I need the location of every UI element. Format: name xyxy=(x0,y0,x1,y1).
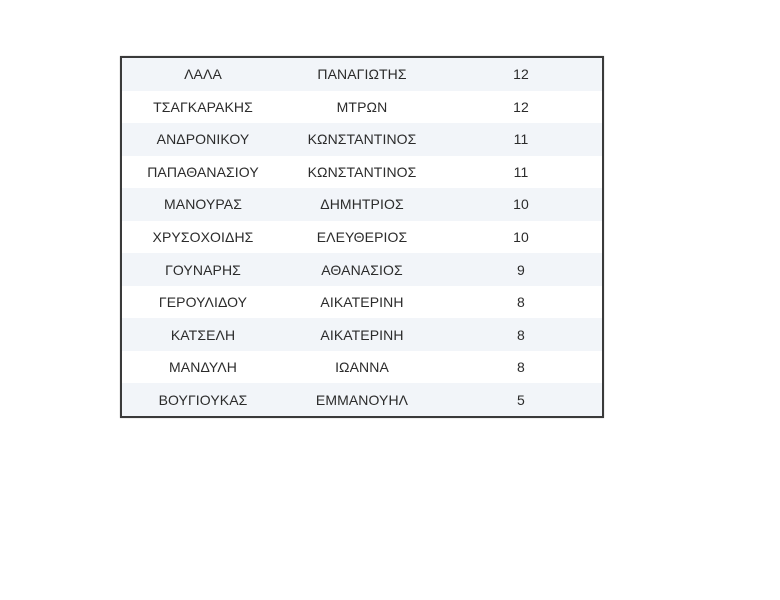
surname-cell: ΓΟΥΝΑΡΗΣ xyxy=(165,261,241,278)
first-name-cell: ΙΩΑΝΝΑ xyxy=(335,359,389,376)
table-row xyxy=(122,383,602,416)
surname-cell: ΚΑΤΣΕΛΗ xyxy=(170,326,236,343)
first-name-cell: ΑΘΑΝΑΣΙΟΣ xyxy=(321,261,403,278)
value-cell: 12 xyxy=(513,66,529,83)
first-name-cell: ΚΩΝΣΤΑΝΤΙΝΟΣ xyxy=(307,131,417,148)
surname-cell: ΜΑΝΟΥΡΑΣ xyxy=(164,196,242,213)
first-name-cell: ΔΗΜΗΤΡΙΟΣ xyxy=(320,196,404,213)
first-name-cell: ΕΛΕΥΘΕΡΙΟΣ xyxy=(316,229,408,245)
table-row xyxy=(122,351,602,384)
value-cell: 8 xyxy=(517,294,525,311)
first-name-cell: ΑΙΚΑΤΕΡΙΝΗ xyxy=(320,326,404,343)
first-name-cell: ΜΤΡΩΝ xyxy=(336,98,388,115)
table-body xyxy=(122,58,602,416)
surname-cell: ΑΝΔΡΟΝΙΚΟΥ xyxy=(156,131,250,148)
first-name-cell: ΚΩΝΣΤΑΝΤΙΝΟΣ xyxy=(307,163,417,180)
table-row xyxy=(122,318,602,351)
table-row xyxy=(122,123,602,156)
value-cell: 10 xyxy=(513,196,529,213)
value-cell: 11 xyxy=(513,131,529,148)
first-name-cell: ΕΜΜΑΝΟΥΗΛ xyxy=(315,391,409,408)
table-row xyxy=(122,91,602,124)
table-row xyxy=(122,221,602,254)
value-cell: 8 xyxy=(517,359,525,376)
value-cell: 11 xyxy=(513,163,529,180)
data-table xyxy=(122,58,602,416)
table-row xyxy=(122,253,602,286)
table-row xyxy=(122,188,602,221)
data-table-frame xyxy=(120,56,604,418)
surname-cell: ΓΕΡΟΥΛΙΔΟΥ xyxy=(158,294,248,311)
value-cell: 9 xyxy=(517,261,525,278)
surname-cell: ΧΡΥΣΟΧΟΙΔΗΣ xyxy=(152,229,254,245)
surname-cell: ΛΑΛΑ xyxy=(184,66,222,83)
surname-cell: ΠΑΠΑΘΑΝΑΣΙΟΥ xyxy=(147,163,259,180)
table-row xyxy=(122,58,602,91)
value-cell: 5 xyxy=(517,391,525,408)
table-row xyxy=(122,156,602,189)
surname-cell: ΒΟΥΓΙΟΥΚΑΣ xyxy=(158,391,248,408)
value-cell: 10 xyxy=(513,229,529,245)
table-row xyxy=(122,286,602,319)
value-cell: 8 xyxy=(517,326,525,343)
surname-cell: ΜΑΝΔΥΛΗ xyxy=(169,359,237,376)
first-name-cell: ΠΑΝΑΓΙΩΤΗΣ xyxy=(317,66,407,83)
surname-cell: ΤΣΑΓΚΑΡΑΚΗΣ xyxy=(153,98,253,115)
value-cell: 12 xyxy=(513,98,529,115)
first-name-cell: ΑΙΚΑΤΕΡΙΝΗ xyxy=(320,294,404,311)
